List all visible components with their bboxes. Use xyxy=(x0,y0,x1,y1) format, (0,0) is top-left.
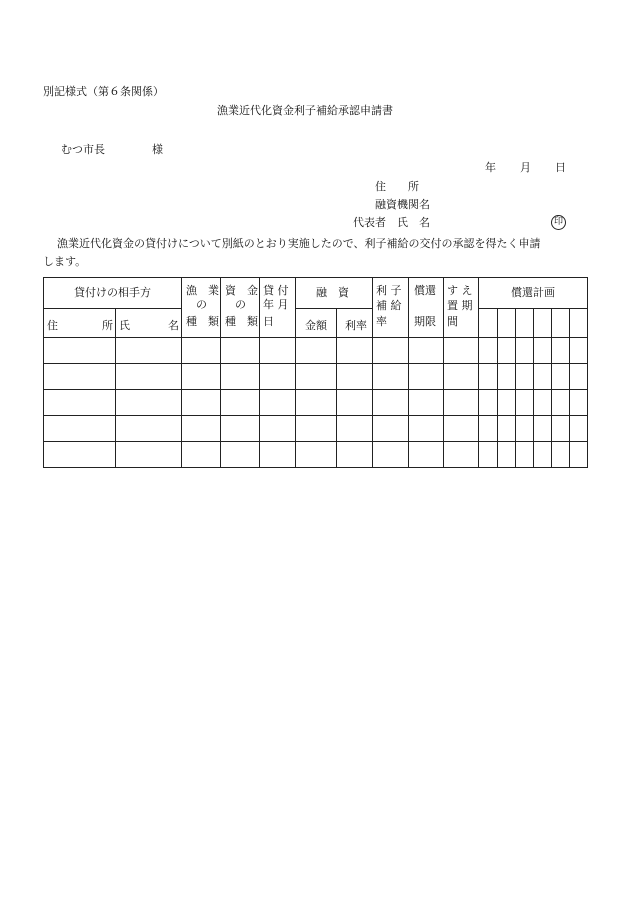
plan-column-6 xyxy=(570,309,588,338)
table-cell xyxy=(570,390,588,416)
header-fishery-type: 漁 業 の 種 類 xyxy=(182,278,221,338)
table-cell xyxy=(260,364,296,390)
table-cell xyxy=(552,364,570,390)
table-cell xyxy=(373,364,409,390)
seal-mark: 印 xyxy=(551,215,566,230)
table-cell xyxy=(570,364,588,390)
table-cell xyxy=(44,390,116,416)
header-deferment-period: す え 置 期 間 xyxy=(444,278,479,338)
table-cell xyxy=(409,364,444,390)
plan-column-2 xyxy=(498,309,516,338)
table-cell xyxy=(260,442,296,468)
table-cell xyxy=(221,416,260,442)
header-lender: 貸付けの相手方 xyxy=(44,278,182,309)
table-cell xyxy=(516,338,534,364)
table-cell xyxy=(409,390,444,416)
date-year: 年 xyxy=(485,161,496,174)
table-cell xyxy=(182,338,221,364)
header-fund-type: 資 金 の 種 類 xyxy=(221,278,260,338)
table-cell xyxy=(337,416,373,442)
application-table xyxy=(43,277,588,468)
representative-name-label: 代表者 氏 名 xyxy=(353,216,430,229)
table-cell xyxy=(479,338,498,364)
table-cell xyxy=(116,416,182,442)
body-text-line1: 漁業近代化資金の貸付けについて別紙のとおり実施したので、利子補給の交付の承認を得たく申請 xyxy=(57,237,541,250)
header-repayment-plan: 償還計画 xyxy=(479,278,588,309)
table-cell xyxy=(116,390,182,416)
table-cell xyxy=(221,442,260,468)
table-cell xyxy=(534,338,552,364)
table-cell xyxy=(516,442,534,468)
table-cell xyxy=(444,416,479,442)
table-cell xyxy=(552,390,570,416)
table-cell xyxy=(260,390,296,416)
table-cell xyxy=(44,364,116,390)
plan-column-1 xyxy=(479,309,498,338)
table-cell xyxy=(498,364,516,390)
table-cell xyxy=(182,390,221,416)
table-cell xyxy=(221,390,260,416)
table-cell xyxy=(534,442,552,468)
table-cell xyxy=(44,442,116,468)
date-day: 日 xyxy=(555,161,566,174)
table-cell xyxy=(444,338,479,364)
table-cell xyxy=(444,364,479,390)
table-row xyxy=(44,416,588,442)
table-cell xyxy=(337,442,373,468)
table-row xyxy=(44,442,588,468)
table-cell xyxy=(296,364,337,390)
plan-column-5 xyxy=(552,309,570,338)
table-cell xyxy=(534,364,552,390)
table-row xyxy=(44,364,588,390)
table-cell xyxy=(296,442,337,468)
table-cell xyxy=(479,416,498,442)
table-cell xyxy=(444,390,479,416)
table-cell xyxy=(444,442,479,468)
table-cell xyxy=(570,416,588,442)
table-cell xyxy=(498,442,516,468)
plan-column-3 xyxy=(516,309,534,338)
table-cell xyxy=(409,416,444,442)
table-cell xyxy=(44,338,116,364)
document-title: 漁業近代化資金利子補給承認申請書 xyxy=(217,104,393,117)
table-cell xyxy=(182,442,221,468)
table-cell xyxy=(116,364,182,390)
header-name: 氏 名 xyxy=(116,309,182,338)
plan-column-4 xyxy=(534,309,552,338)
header-repayment-deadline: 償還 期限 xyxy=(409,278,444,338)
table-row xyxy=(44,338,588,364)
table-cell xyxy=(260,416,296,442)
table-cell xyxy=(534,416,552,442)
header-address: 住 所 xyxy=(44,309,116,338)
table-cell xyxy=(498,338,516,364)
addressee-honorific: 様 xyxy=(152,143,163,156)
table-cell xyxy=(373,338,409,364)
table-cell xyxy=(182,364,221,390)
table-cell xyxy=(373,416,409,442)
header-rate: 利率 xyxy=(337,309,373,338)
table-cell xyxy=(116,442,182,468)
table-cell xyxy=(296,416,337,442)
table-cell xyxy=(337,390,373,416)
table-cell xyxy=(552,338,570,364)
applicant-address-label: 住 所 xyxy=(375,180,419,193)
table-body xyxy=(44,338,588,468)
table-cell xyxy=(498,416,516,442)
table-cell xyxy=(260,338,296,364)
table-cell xyxy=(296,338,337,364)
header-financing: 融 資 xyxy=(296,278,373,309)
addressee-name: むつ市長 xyxy=(61,143,105,156)
table-cell xyxy=(479,390,498,416)
form-reference: 別記様式（第６条関係） xyxy=(43,85,164,98)
body-text-line2: します。 xyxy=(43,255,87,268)
financial-institution-label: 融資機関名 xyxy=(375,198,430,211)
table-cell xyxy=(570,442,588,468)
table-cell xyxy=(409,338,444,364)
table-cell xyxy=(116,338,182,364)
table-cell xyxy=(44,416,116,442)
table-cell xyxy=(552,442,570,468)
header-subsidy-rate: 利 子 補 給 率 xyxy=(373,278,409,338)
table-cell xyxy=(479,364,498,390)
table-cell xyxy=(516,416,534,442)
table-cell xyxy=(479,442,498,468)
table-row xyxy=(44,390,588,416)
table-cell xyxy=(182,416,221,442)
table-cell xyxy=(552,416,570,442)
table-cell xyxy=(296,390,337,416)
table-cell xyxy=(534,390,552,416)
header-amount: 金額 xyxy=(296,309,337,338)
header-loan-date: 貸 付 年 月 日 xyxy=(260,278,296,338)
table-cell xyxy=(221,364,260,390)
table-cell xyxy=(516,390,534,416)
table-cell xyxy=(337,338,373,364)
table-cell xyxy=(409,442,444,468)
table-cell xyxy=(373,442,409,468)
date-month: 月 xyxy=(520,161,531,174)
table-cell xyxy=(373,390,409,416)
table-cell xyxy=(516,364,534,390)
table-cell xyxy=(221,338,260,364)
table-cell xyxy=(337,364,373,390)
table-cell xyxy=(498,390,516,416)
table-cell xyxy=(570,338,588,364)
